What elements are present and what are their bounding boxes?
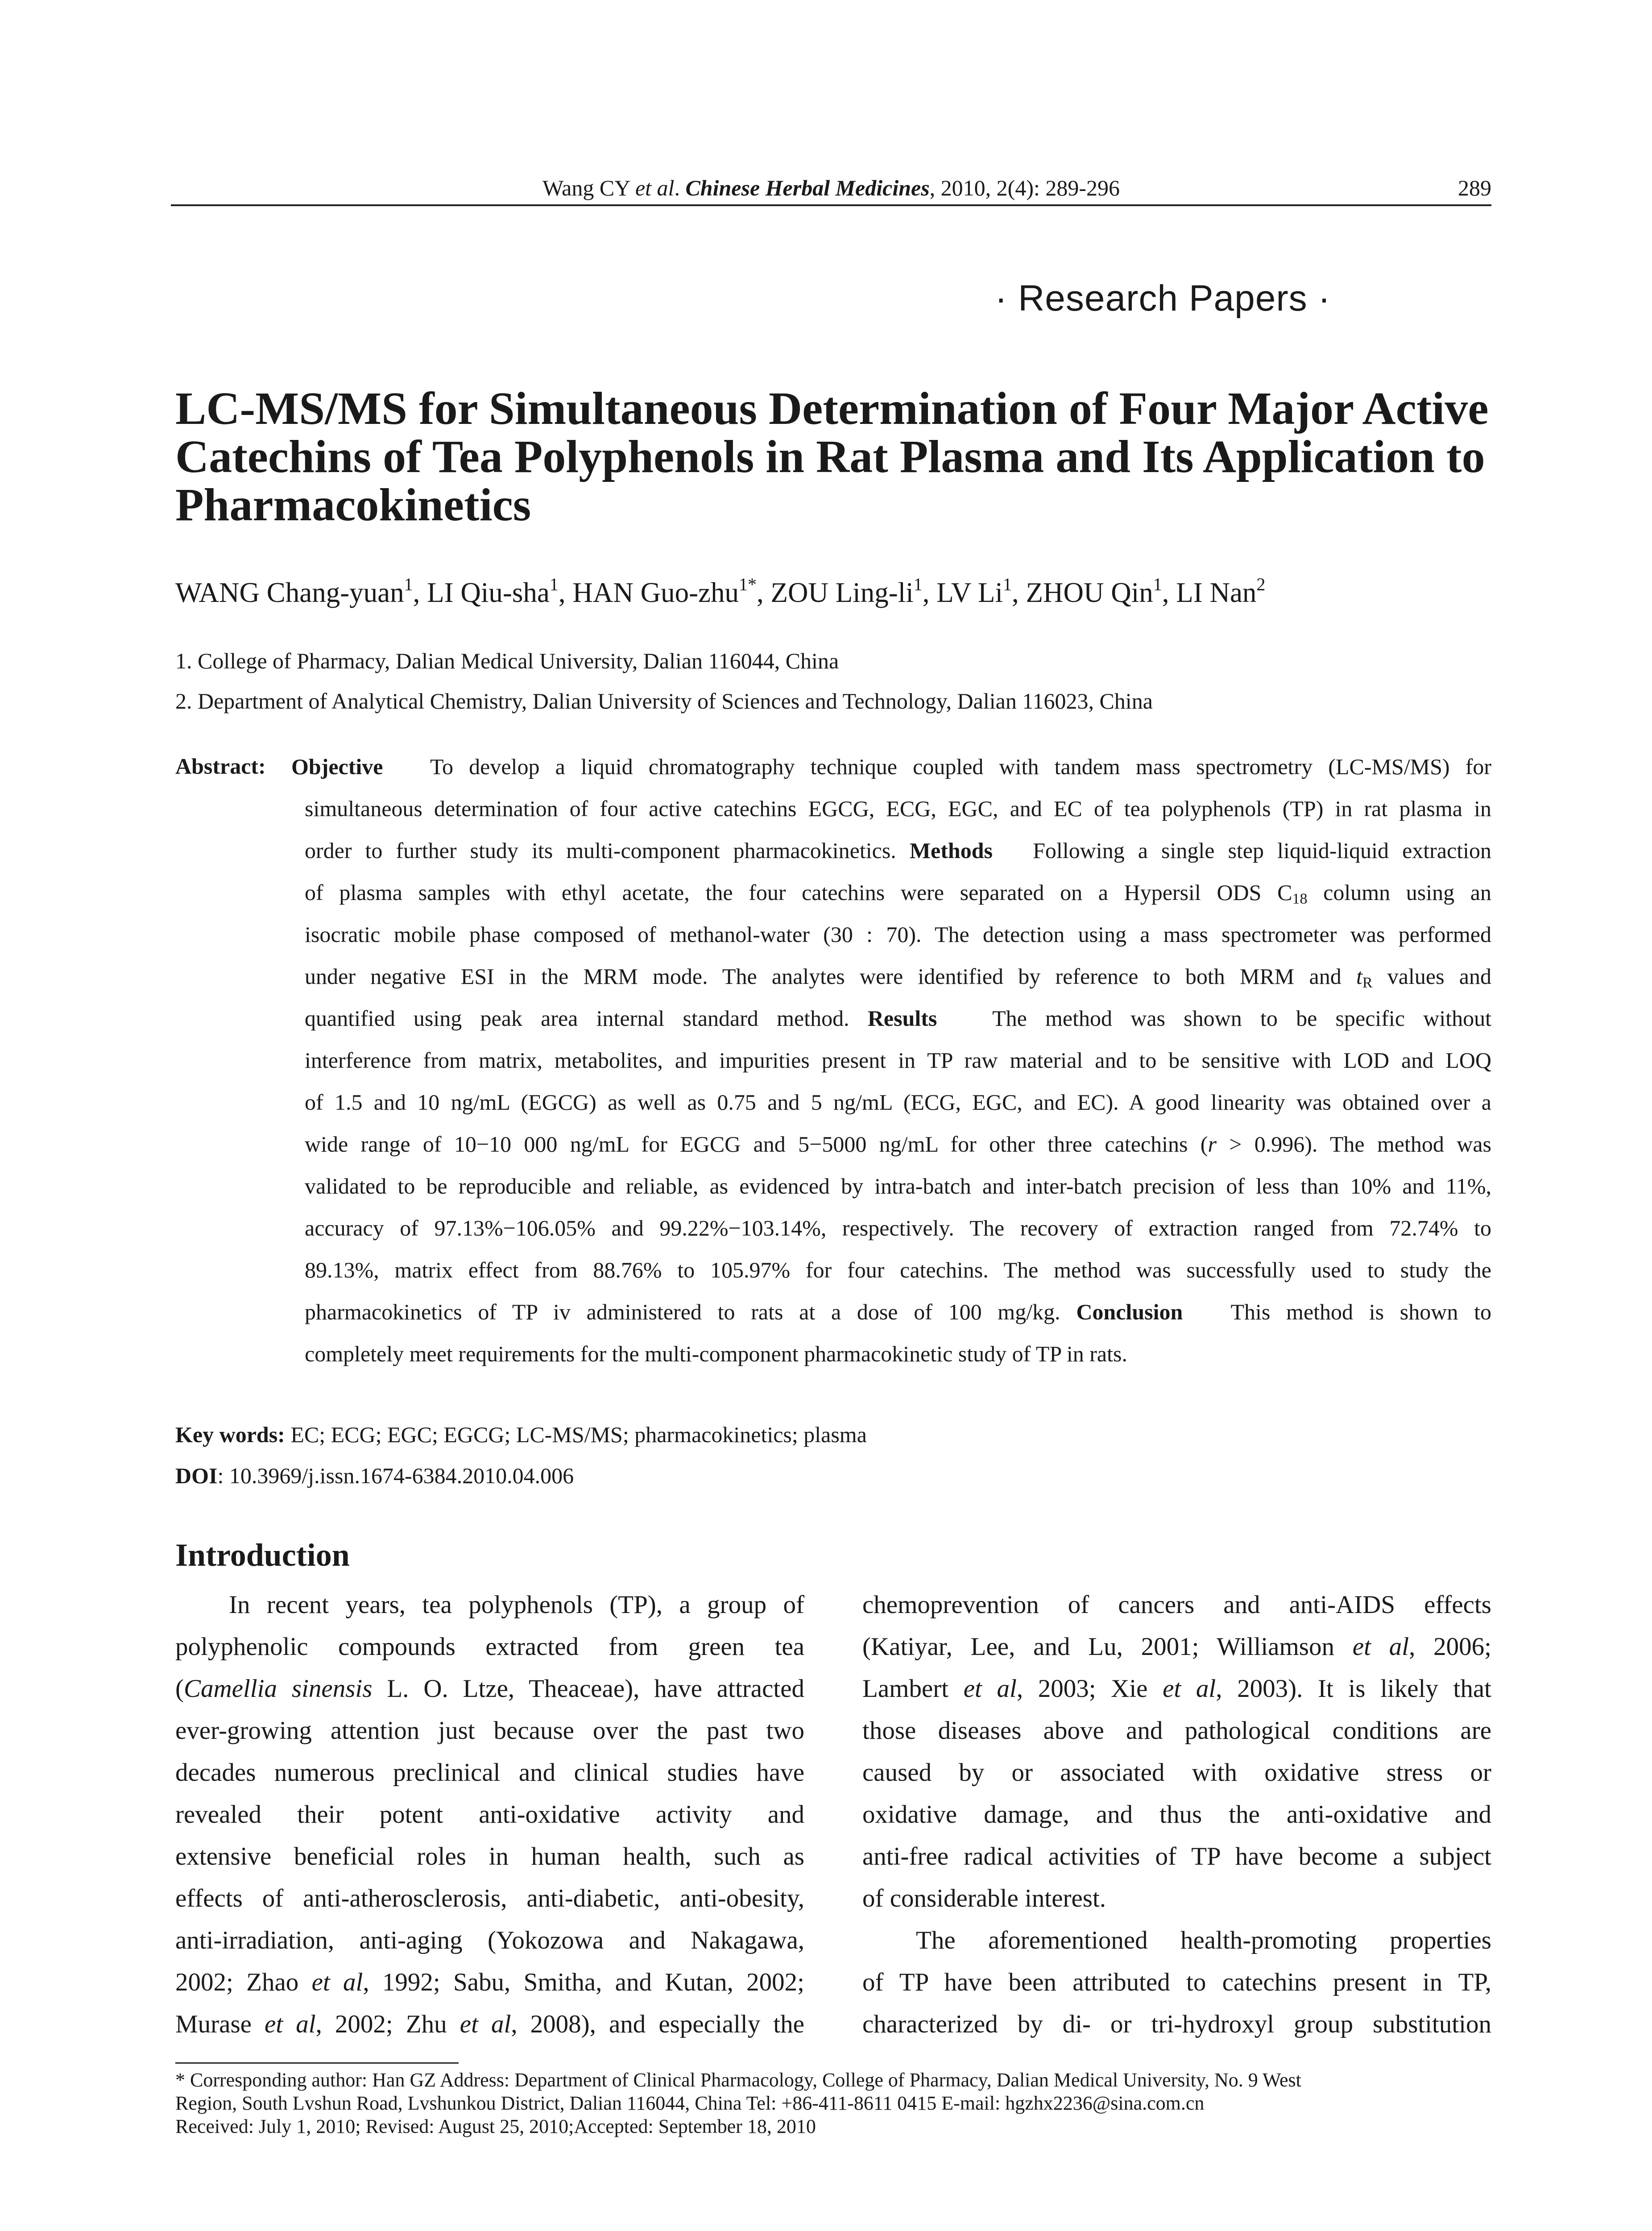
text-span: (: [175, 1675, 184, 1703]
text-line: [175, 1668, 804, 1710]
abstract-line: of 1.5 and 10 ng/mL (EGCG) as well as 0.75 and 5 ng/mL (ECG, EGC, and EC). A good linearity was obtained over a: [305, 1090, 1491, 1115]
abstract-text: column using an: [1307, 880, 1491, 905]
title-line-1: LC-MS/MS for Simultaneous Determination of Four Major Active: [175, 383, 1489, 434]
text-line: of TP have been attributed to catechins present in TP,: [862, 1968, 1491, 1996]
footnote-dates: Received: July 1, 2010; Revised: August 25, 2010;Accepted: September 18, 2010: [175, 2115, 816, 2137]
author-affil-mark: 1: [1153, 574, 1162, 594]
text-span: Lambert: [862, 1675, 964, 1703]
text-span: 2002; Zhao: [175, 1968, 312, 1996]
text-line: [175, 2003, 804, 2045]
abstract-line: [305, 879, 1491, 921]
abstract-line: validated to be reproducible and reliable, as evidenced by intra-batch and inter-batch precision of less than 10% and 11%,: [305, 1174, 1491, 1198]
author-affil-mark: 2: [1256, 574, 1266, 594]
abstract-text: order to further study its multi-component pharmacokinetics.: [305, 838, 896, 863]
text-line: The aforementioned health-promoting properties: [916, 1926, 1491, 1954]
text-span: , 2006;: [1409, 1633, 1491, 1661]
text-line: [862, 1626, 1491, 1668]
text-line: decades numerous preclinical and clinical studies have: [175, 1758, 804, 1787]
introduction-heading: Introduction: [175, 1537, 350, 1573]
text-line: In recent years, tea polyphenols (TP), a group of: [229, 1591, 804, 1619]
text-span: , 2003; Xie: [1016, 1675, 1163, 1703]
abstract-symbol: t: [1356, 964, 1362, 989]
abstract-line: 89.13%, matrix effect from 88.76% to 105.97% for four catechins. The method was successfully used to study the: [305, 1257, 1491, 1282]
running-head-citation: [171, 175, 1491, 201]
text-span: , 1992; Sabu, Smitha, and Kutan, 2002;: [363, 1968, 804, 1996]
intro-left-column: [175, 1584, 804, 2045]
abstract-text: Following a single step liquid-liquid extraction: [1033, 838, 1491, 863]
text-line: extensive beneficial roles in human health, such as: [175, 1842, 804, 1870]
text-line: characterized by di- or tri-hydroxyl group substitution: [862, 2010, 1491, 2038]
text-span: et al: [460, 2010, 511, 2038]
subscript: 18: [1292, 891, 1308, 907]
running-head-etal: et al: [635, 175, 675, 200]
footnote-line-1: * Corresponding author: Han GZ Address: Department of Clinical Pharmacology, College of Pharmacy, Dalian Medical University, No. 9 West: [175, 2069, 1301, 2091]
text-span: , 2003). It is likely that: [1216, 1675, 1491, 1703]
author-name: LI Qiu-sha: [427, 577, 550, 608]
header-rule: [171, 204, 1491, 206]
title-line-3: Pharmacokinetics: [175, 479, 531, 531]
section-label: · Research Papers ·: [995, 278, 1331, 319]
text-line: [175, 1961, 804, 2003]
text-span: Murase: [175, 2010, 265, 2038]
text-line: ever-growing attention just because over the past two: [175, 1717, 804, 1745]
objective-label: Objective: [291, 754, 383, 779]
text-line: effects of anti-atherosclerosis, anti-diabetic, anti-obesity,: [175, 1884, 804, 1912]
abstract-line: [305, 837, 1491, 879]
abstract-line: [305, 1131, 1491, 1173]
abstract-line: simultaneous determination of four active catechins EGCG, ECG, EGC, and EC of tea polyphenols (TP) in rat plasma in: [305, 796, 1491, 821]
text-span: et al: [311, 1968, 363, 1996]
keywords-text: EC; ECG; EGC; EGCG; LC-MS/MS; pharmacokinetics; plasma: [285, 1422, 867, 1447]
text-span: , 2002; Zhu: [315, 2010, 460, 2038]
author-name: WANG Chang-yuan: [175, 577, 404, 608]
abstract-text: wide range of 10−10 000 ng/mL for EGCG and 5−5000 ng/mL for other three catechins (: [305, 1132, 1208, 1157]
author-name: LI Nan: [1176, 577, 1257, 608]
text-line: [862, 1668, 1491, 1710]
keywords-label: Key words:: [175, 1422, 285, 1447]
text-span: et al: [1163, 1675, 1216, 1703]
author-list: WANG Chang-yuan$^1$, LI Qiu-sha$^1$, HAN Guo-zhu$^{1*}$, ZOU Ling-$li^1$, LV Li$^1$, ZHOU Qin$^1$, LI Nan$^2$: [175, 574, 1266, 608]
text-line: polyphenolic compounds extracted from green tea: [175, 1633, 804, 1661]
author-affil-mark: 1: [1003, 574, 1012, 594]
methods-label: Methods: [909, 838, 993, 863]
abstract-text: > 0.996). The method was: [1216, 1132, 1491, 1157]
footnote-line-2: Region, South Lvshun Road, Lvshunkou District, Dalian 116044, China Tel: +86-411-8611 0415 E-mail: hgzhx2236@sina.com.cn: [175, 2092, 1205, 2114]
page-number: 289: [1458, 175, 1491, 200]
abstract-text: This method is shown to: [1230, 1299, 1491, 1324]
author-affil-mark: 1: [549, 574, 559, 594]
abstract-text: values and: [1372, 964, 1491, 989]
abstract-line: interference from matrix, metabolites, and impurities present in TP raw material and to be sensitive with LOD and LOQ: [305, 1048, 1491, 1073]
doi: [175, 1463, 574, 1489]
text-span: , 2008), and especially the: [511, 2010, 804, 2038]
author-affil-mark: 1*: [739, 574, 757, 594]
abstract-label: Abstract:: [175, 754, 266, 779]
abstract-line: [305, 1298, 1491, 1340]
running-head-authors: Wang CY: [542, 175, 635, 200]
affiliation-2: 2. Department of Analytical Chemistry, Dalian University of Sciences and Technology, Dalian 116023, China: [175, 688, 1153, 713]
paper-title: [175, 385, 1496, 529]
text-line: chemoprevention of cancers and anti-AIDS effects: [862, 1591, 1491, 1619]
running-head: [171, 175, 1491, 202]
text-line: anti-free radical activities of TP have become a subject: [862, 1842, 1491, 1870]
author-name: LV Li: [936, 577, 1003, 608]
text-span: L. O. Ltze, Theaceae), have attracted: [372, 1675, 804, 1703]
doi-text: : 10.3969/j.issn.1674-6384.2010.04.006: [217, 1463, 574, 1488]
abstract-symbol: r: [1208, 1132, 1217, 1157]
text-span: et al: [963, 1675, 1017, 1703]
subscript: R: [1362, 975, 1373, 991]
author-name: ZHOU Qin: [1026, 577, 1153, 608]
species-name: Camellia sinensis: [183, 1675, 373, 1703]
text-line: anti-irradiation, anti-aging (Yokozowa and Nakagawa,: [175, 1926, 804, 1954]
conclusion-label: Conclusion: [1076, 1299, 1183, 1324]
running-head-sep: .: [674, 175, 686, 200]
intro-right-column: [862, 1584, 1491, 2045]
author-affil-mark: 1: [913, 574, 923, 594]
text-span: (Katiyar, Lee, and Lu, 2001; Williamson: [862, 1633, 1353, 1661]
abstract-body: [291, 753, 1492, 1382]
abstract-text: The method was shown to be specific without: [992, 1006, 1492, 1031]
text-line: oxidative damage, and thus the anti-oxidative and: [862, 1800, 1491, 1829]
abstract-text: under negative ESI in the MRM mode. The analytes were identified by reference to both MRM and: [305, 964, 1356, 989]
text-line: revealed their potent anti-oxidative activity and: [175, 1800, 804, 1829]
abstract-text: pharmacokinetics of TP iv administered to rats at a dose of 100 mg/kg.: [305, 1299, 1060, 1324]
doi-label: DOI: [175, 1463, 218, 1488]
abstract-text: quantified using peak area internal standard method.: [305, 1006, 849, 1031]
text-span: et al: [1352, 1633, 1409, 1661]
abstract-text: of plasma samples with ethyl acetate, the four catechins were separated on a Hypersil ODS C: [305, 880, 1292, 905]
abstract-text: To develop a liquid chromatography technique coupled with tandem mass spectrometry (LC-MS/MS) for: [430, 754, 1491, 779]
author-affil-mark: 1: [404, 574, 413, 594]
keywords: [175, 1422, 867, 1447]
abstract-line: [305, 963, 1491, 1005]
abstract-line: accuracy of 97.13%−106.05% and 99.22%−103.14%, respectively. The recovery of extraction ranged from 72.74% to: [305, 1215, 1491, 1240]
author-name: ZOU Ling-li: [770, 577, 914, 608]
abstract-line: [305, 1005, 1491, 1047]
results-label: Results: [867, 1006, 937, 1031]
abstract-line: completely meet requirements for the multi-component pharmacokinetic study of TP in rats.: [305, 1341, 1127, 1366]
abstract-line: isocratic mobile phase composed of methanol-water (30 : 70). The detection using a mass spectrometer was performed: [305, 922, 1491, 947]
abstract-line: [291, 753, 1491, 795]
footnote-rule: [175, 2062, 459, 2064]
journal-name: Chinese Herbal Medicines: [685, 175, 930, 200]
text-span: et al: [265, 2010, 316, 2038]
title-line-2: Catechins of Tea Polyphenols in Rat Plasma and Its Application to: [175, 431, 1485, 482]
text-line: those diseases above and pathological conditions are: [862, 1717, 1491, 1745]
running-head-volume: , 2010, 2(4): 289-296: [929, 175, 1120, 200]
text-line: caused by or associated with oxidative stress or: [862, 1758, 1491, 1787]
author-name: HAN Guo-zhu: [572, 577, 739, 608]
affiliation-1: 1. College of Pharmacy, Dalian Medical University, Dalian 116044, China: [175, 648, 839, 673]
text-line: of considerable interest.: [862, 1884, 1106, 1912]
